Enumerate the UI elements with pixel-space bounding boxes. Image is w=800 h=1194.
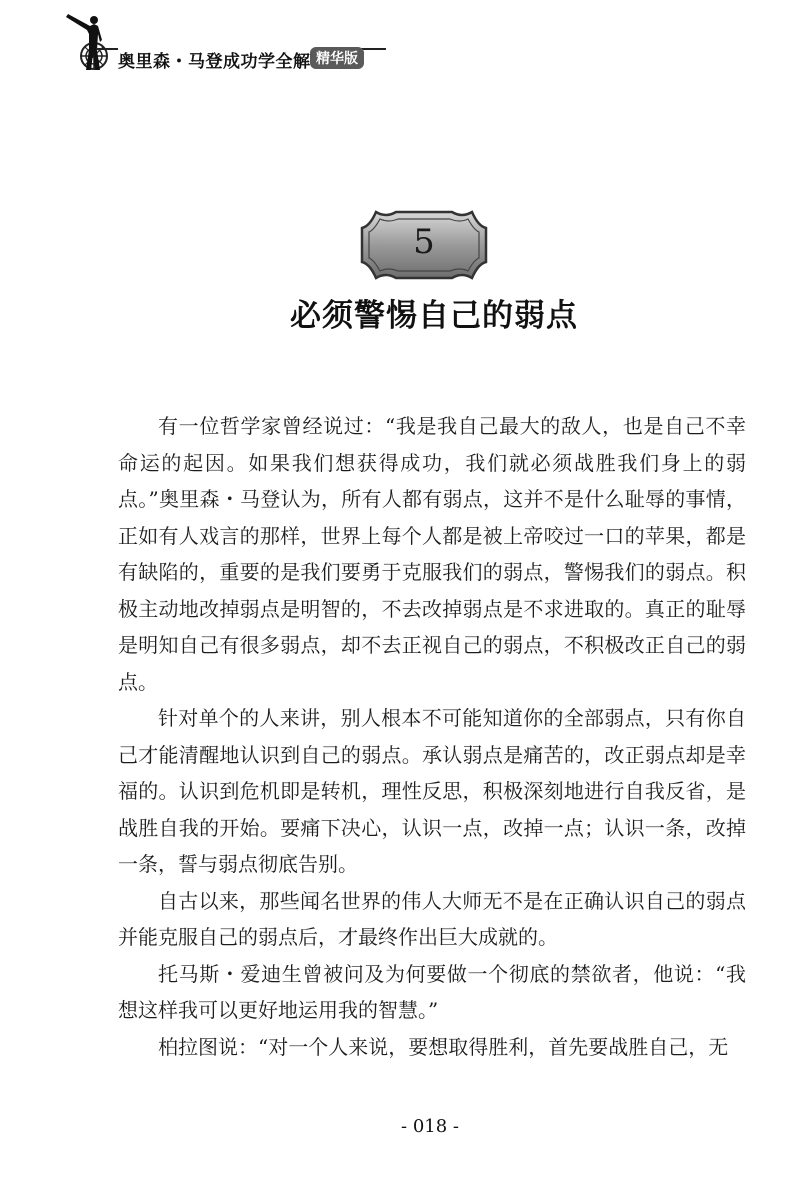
book-title: 奥里森・马登成功学全解 [118,47,315,72]
paragraph: 柏拉图说：“对一个人来说，要想取得胜利，首先要战胜自己，无 [158,1034,729,1059]
body-text [118,408,746,1065]
paragraph: 有一位哲学家曾经说过：“我是我自己最大的敌人，也是自己不幸命运的起因。如果我们想获得成功，我们就必须战胜我们身上的弱点。”奥里森・马登认为，所有人都有弱点，这并不是什么耻辱的事情，正如有人戏言的那样，世界上每个人都是被上帝咬过一口的苹果，都是有缺陷的，重要的是我们要勇于克服我们的弱点，警惕我们的弱点。积极主动地改掉弱点是明智的，不去改掉弱点是不求进取的。真正的耻辱是明知自己有很多弱点，却不去正视自己的弱点，不积极改正自己的弱点。 [118,414,746,694]
chapter-title: 必须警惕自己的弱点 [290,298,578,334]
paragraph: 托马斯・爱迪生曾被问及为何要做一个彻底的禁欲者，他说：“我想这样我可以更好地运用我的智慧。” [118,961,746,1022]
paragraph: 自古以来，那些闻名世界的伟人大师无不是在正确认识自己的弱点并能克服自己的弱点后，才最终作出巨大成就的。 [118,888,746,949]
silhouette-figure-icon [60,10,120,72]
chapter-number: 5 [413,222,435,262]
edition-badge: 精华版 [310,47,364,69]
paragraph: 针对单个的人来讲，别人根本不可能知道你的全部弱点，只有你自己才能清醒地认识到自己的弱点。承认弱点是痛苦的，改正弱点却是幸福的。认识到危机即是转机，理性反思，积极深刻地进行自我反省，是战胜自我的开始。要痛下决心，认识一点，改掉一点；认识一条，改掉一条，誓与弱点彻底告别。 [118,706,746,876]
running-header [60,10,380,72]
page-number: - 018 - [401,1116,459,1137]
